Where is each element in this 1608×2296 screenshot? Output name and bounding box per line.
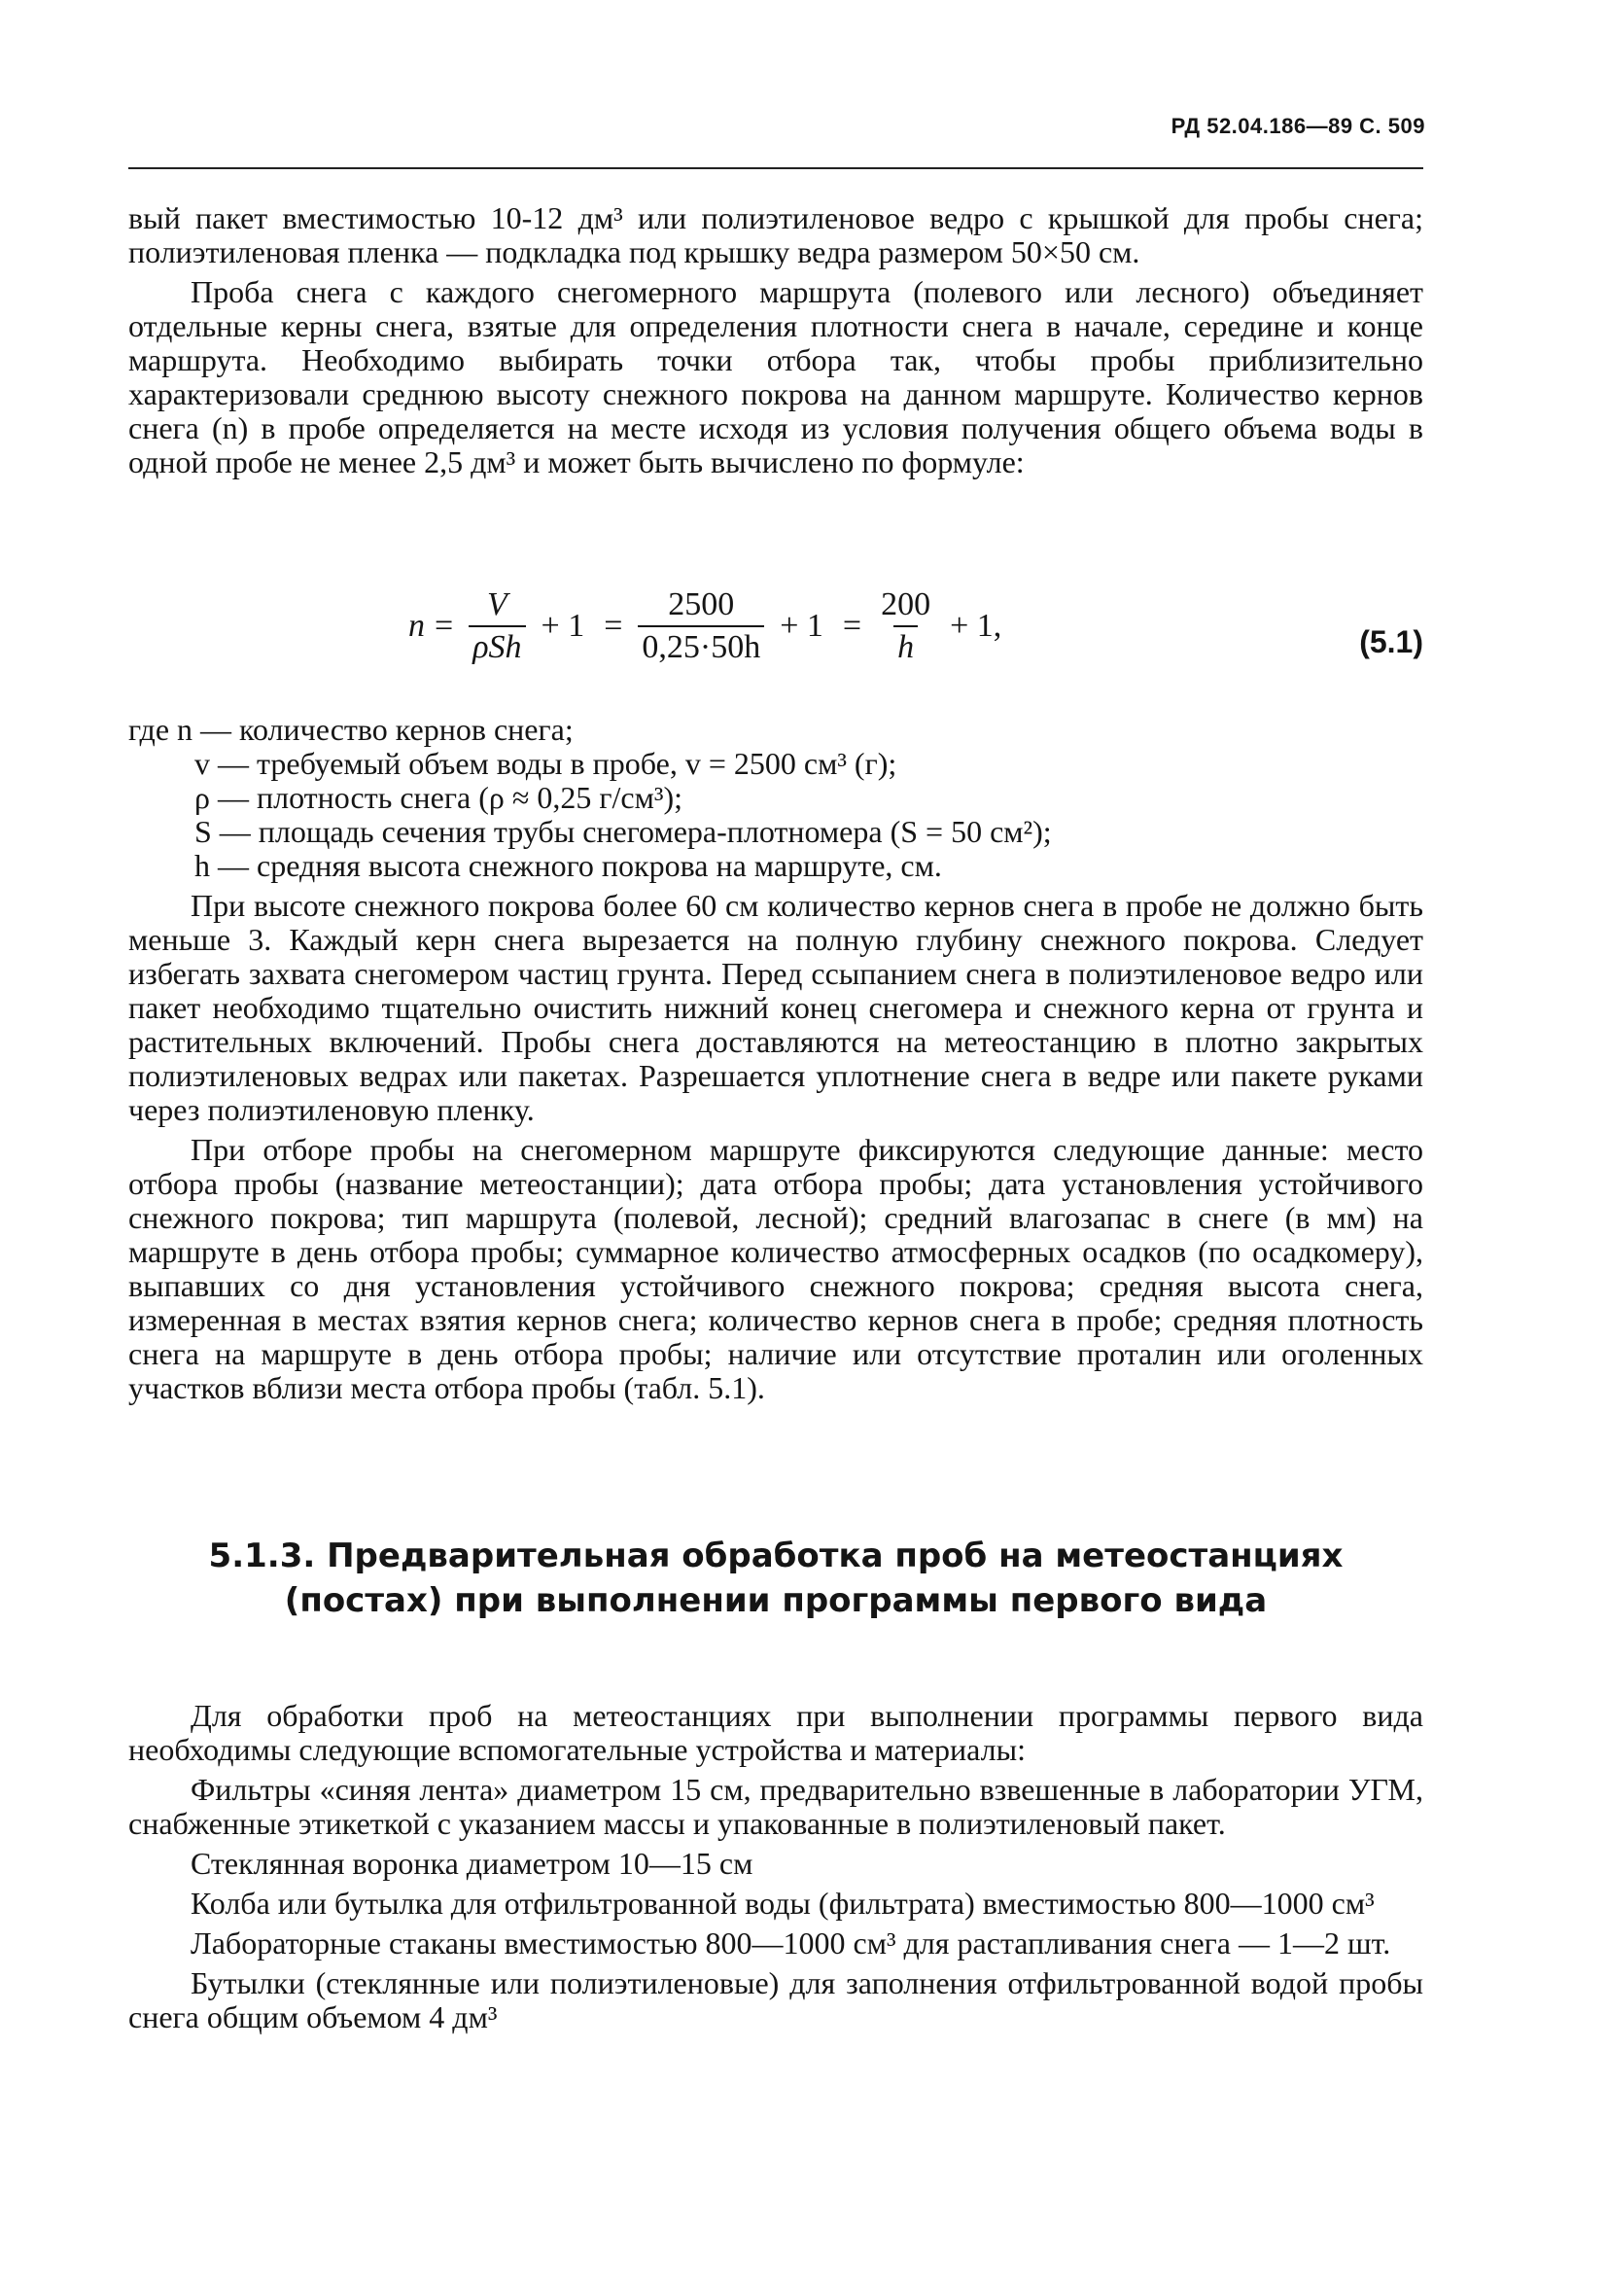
formula-5-1 [408,578,1011,675]
fraction-1 [469,586,525,666]
formula-eq: = [842,608,862,644]
text-block-1 [128,201,1423,479]
formula-tail: + 1, [950,608,1002,644]
running-head: РД 52.04.186—89 С. 509 [1171,114,1425,138]
formula-plus: + 1 [541,608,585,644]
definition: v — требуемый объем воды в пробе, v = 2500 см³ (г); [194,746,897,781]
definition: h — средняя высота снежного покрова на маршруте, см. [194,848,942,883]
paragraph: При отборе пробы на снегомерном маршруте фиксируются следующие данные: место отбора пробы (название метеостанции); дата отбора пробы; дата установления устойчивого снежного покрова; тип маршрута (полевой, лесной); средний влагозапас в снеге (в мм) на маршруте в день отбора пробы; суммарное количество атмосферных осадков (по осадкомеру), выпавших со дня установления устойчивого снежного покрова; средняя высота снега, измеренная в местах взятия кернов снега; количество кернов снега в пробе; средняя плотность снега на маршруте в день отбора пробы; наличие или отсутствие проталин или оголенных участков вблизи места отбора пробы (табл. 5.1). [128,1132,1423,1405]
fraction-1-num: V [486,586,507,622]
fraction-1-den: ρSh [469,625,525,666]
formula-eq: = [435,608,454,644]
fraction-2 [638,586,764,666]
paragraph: Лабораторные стаканы вместимостью 800—1000 см³ для растапливания снега — 1—2 шт. [191,1925,1391,1960]
fraction-2-den: 0,25·50h [638,625,764,666]
paragraph: При высоте снежного покрова более 60 см количество кернов снега в пробе не должно быть меньше 3. Каждый керн снега вырезается на полную глубину снежного покрова. Следует избегать захвата снегомером частиц грунта. Перед ссыпанием снега в полиэтиленовое ведро или пакет необходимо тщательно очистить нижний конец снегомера и снежного керна от грунта и растительных включений. Пробы снега доставляются на метеостанцию в плотно закрытых полиэтиленовых ведрах или пакетах. Разрешается уплотнение снега в ведре или пакете руками через полиэтиленовую пленку. [128,888,1423,1127]
section-heading [128,1534,1423,1623]
paragraph: вый пакет вместимостью 10-12 дм³ или полиэтиленовое ведро с крышкой для пробы снега; полиэтиленовая пленка — подкладка под крышку ведра размером 50×50 см. [128,200,1423,269]
fraction-3-den: h [893,625,918,666]
paragraph: Для обработки проб на метеостанциях при выполнении программы первого вида необходимы следующие вспомогательные устройства и материалы: [128,1698,1423,1767]
text-block-3 [128,1699,1423,2034]
fraction-3 [877,586,934,666]
header-rule [128,167,1423,169]
formula-eq: = [604,608,623,644]
definition: где n — количество кернов снега; [128,712,574,747]
paragraph: Проба снега с каждого снегомерного маршрута (полевого или лесного) объединяет отдельные керны снега, взятые для определения плотности снега в начале, середине и конце маршрута. Необходимо выбирать точки отбора так, чтобы пробы приблизительно характеризовали среднюю высоту снежного покрова на данном маршруте. Количество кернов снега (n) в пробе определяется на месте исходя из условия получения общего объема воды в одной пробе не менее 2,5 дм³ и может быть вычислено по формуле: [128,274,1423,479]
paragraph: Бутылки (стеклянные или полиэтиленовые) для заполнения отфильтрованной водой пробы снега общим объемом 4 дм³ [128,1965,1423,2034]
definition: S — площадь сечения трубы снегомера-плотномера (S = 50 см²); [194,814,1052,849]
paragraph: Фильтры «синяя лента» диаметром 15 см, предварительно взвешенные в лаборатории УГМ, снабженные этикеткой с указанием массы и упакованные в полиэтиленовый пакет. [128,1772,1423,1841]
heading-line: (постах) при выполнении программы первого вида [284,1581,1268,1620]
fraction-2-num: 2500 [668,586,735,622]
text-block-2 [128,713,1423,1405]
heading-line: 5.1.3. Предварительная обработка проб на метеостанциях [208,1537,1344,1575]
fraction-3-num: 200 [881,586,931,622]
definition: ρ — плотность снега (ρ ≈ 0,25 г/см³); [194,780,682,815]
formula-plus: + 1 [780,608,823,644]
paragraph: Колба или бутылка для отфильтрованной воды (фильтрата) вместимостью 800—1000 см³ [191,1886,1375,1921]
formula-lhs: n [408,608,425,644]
equation-number: (5.1) [1359,624,1423,659]
paragraph: Стеклянная воронка диаметром 10—15 см [191,1846,753,1881]
